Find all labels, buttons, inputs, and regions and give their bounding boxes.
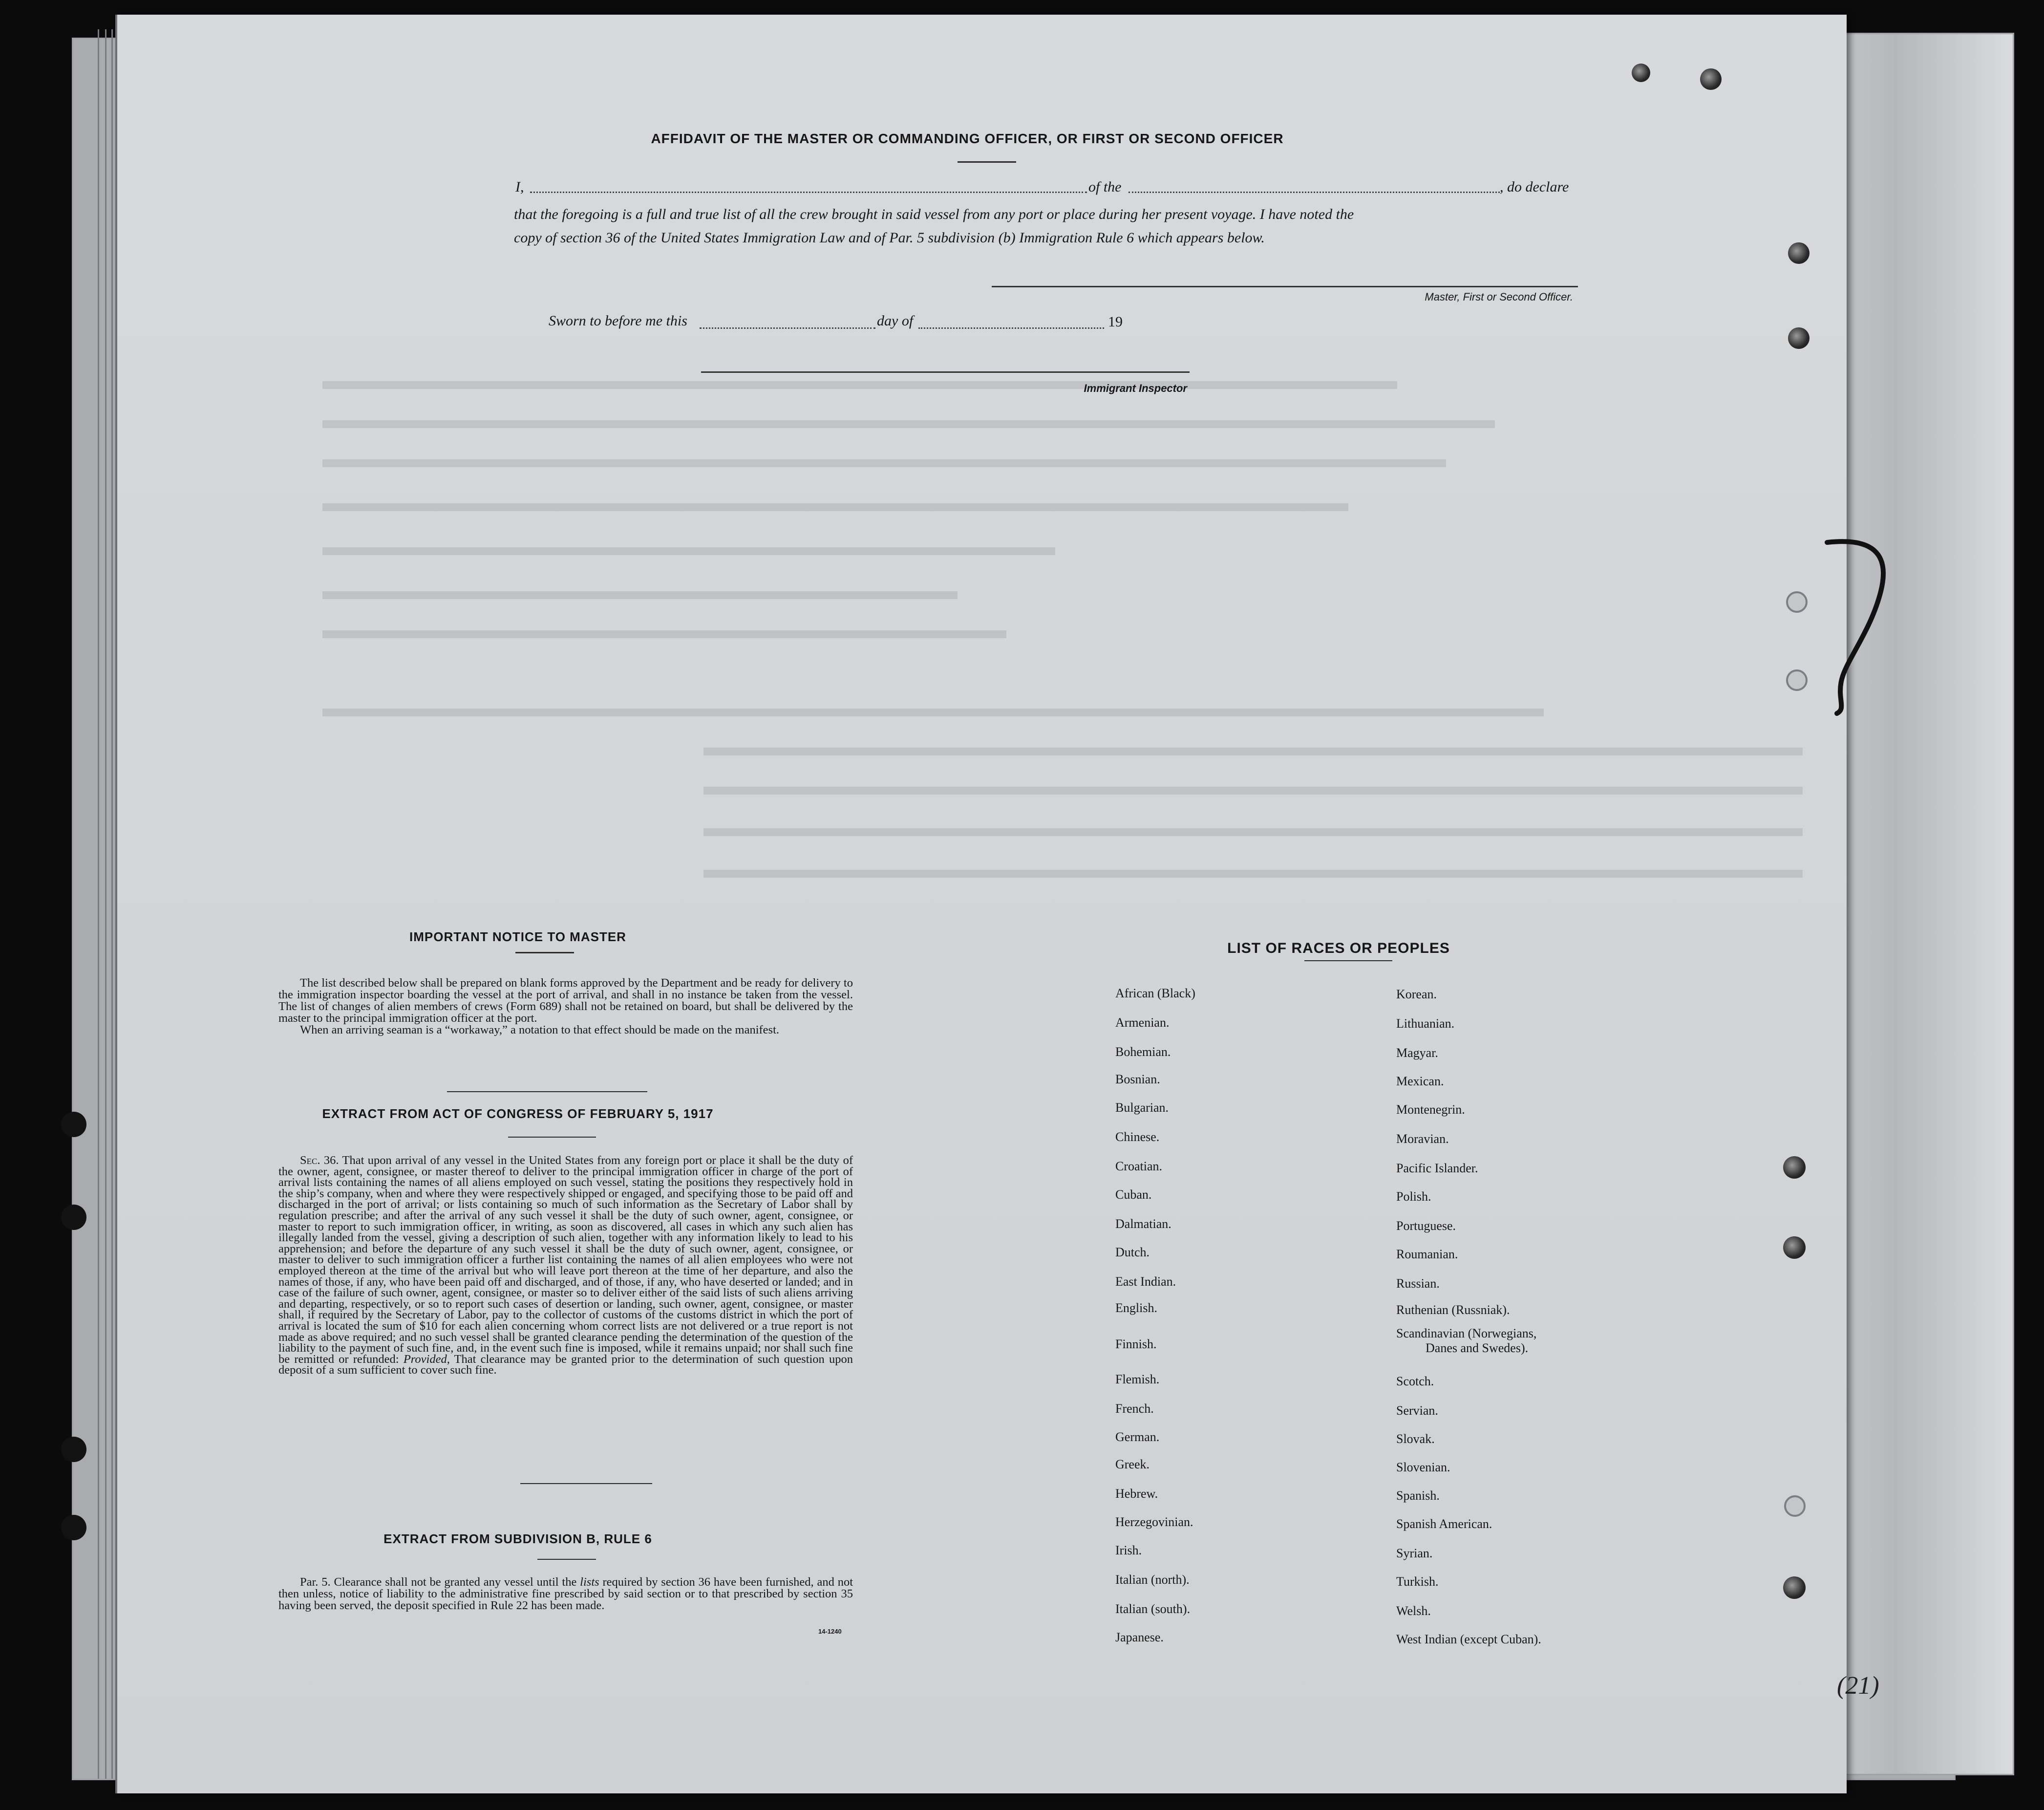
affidavit-title: AFFIDAVIT OF THE MASTER OR COMMANDING OFFICER, OR FIRST OR SECOND OFFICER [651, 131, 1284, 146]
race-item: Russian. [1396, 1276, 1440, 1291]
affidavit-page [117, 15, 1879, 1793]
section-36-text: That upon arrival of any vessel in the United States from any foreign port or place it shall be the duty of the owner, agent, consignee, or master thereof to deliver to the principal immigration officer in charge of the port of arrival lists containing the names of all aliens employed on such vessel, stating the positions they respectively hold in the ship’s company, when and where they were respectively shipped or engaged, and specifying those to be paid off and discharged in the port of arrival; or lists containing so much of such information as the Secretary of Labor shall by regulation prescribe; and after the arrival of any such vessel it shall be the duty of such owner, agent, consignee, or master to report to such immigration officer, in writing, as soon as discovered, all cases in which any such alien has illegally landed from the vessel, giving a description of such alien, together with any information likely to lead to his apprehension; and before the departure of any such vessel it shall be the duty of such owner, agent, consignee, or master to deliver to such immigration officer a further list containing the names of all alien employees who were not employed thereon at the time of the arrival but who will leave port thereon at the time of her departure, and also the names of those, if any, who have been paid off and discharged, and of those, if any, who have deserted or landed; and in case of the failure of such owner, agent, consignee, or master so to deliver either of the said lists of such aliens arriving and departing, respectively, or so to report such cases of desertion or landing, such owner, agent, consignee, or master shall, if required by the Secretary of Labor, pay to the collector of customs of the customs district in which the port of arrival is located the sum of $10 for each alien concerning whom correct lists are not delivered or a true report is not made as above required; and no such vessel shall be granted clearance pending the determination of the question of the liability to the payment of such fine, and, in the event such fine is imposed, while it remains unpaid; nor shall such fine be remitted or refunded: [278, 1154, 853, 1366]
race-item: Dutch. [1115, 1245, 1150, 1259]
affidavit-of-the-label: of the [1088, 179, 1122, 195]
rule-text-a: Par. 5. Clearance shall not be granted any vessel until the [300, 1575, 577, 1589]
race-item: Armenian. [1115, 1015, 1170, 1030]
extract-act-title: EXTRACT FROM ACT OF CONGRESS OF FEBRUARY 5, 1917 [322, 1106, 714, 1121]
race-item: Portuguese. [1396, 1219, 1456, 1233]
race-item: Roumanian. [1396, 1247, 1458, 1261]
race-item: African (Black) [1115, 986, 1195, 1000]
inspector-caption: Immigrant Inspector [1084, 382, 1187, 394]
binding-edge-line [105, 29, 106, 1779]
punch-hole [1784, 1495, 1806, 1517]
bleed-through-row [322, 503, 1348, 511]
race-item: Turkish. [1396, 1574, 1439, 1589]
section-36-paragraph [278, 1155, 853, 1376]
race-item: Croatian. [1115, 1159, 1163, 1173]
race-item: Bosnian. [1115, 1072, 1160, 1086]
race-item: Bohemian. [1115, 1045, 1171, 1059]
master-name-blank[interactable] [530, 192, 1087, 193]
notice-paragraph-1: The list described below shall be prepared on blank forms approved by the Department and be ready for delivery to the immigration inspector boarding the vessel at the port of arrival, and shall in no instance be taken from the vessel. The list of changes of alien members of crews (Form 689) shall not be retained on board, but shall be delivered by the master to the principal immigration officer at the port. [278, 976, 853, 1025]
race-item: Ruthenian (Russniak). [1396, 1303, 1510, 1317]
rule-paragraph [278, 1576, 853, 1612]
race-item: Herzegovinian. [1115, 1515, 1193, 1529]
binder-hole [61, 1515, 86, 1540]
section-36-label: Sec. 36. [300, 1154, 339, 1167]
race-item: Finnish. [1115, 1337, 1157, 1351]
rule-text-b: required by section 36 have been furnished, and not then unless, notice of liability to the administrative fine prescribed by said section or to that prescribed by section 35 having been served, the deposit specified in Rule 22 has been made. [278, 1575, 853, 1612]
extract-rule-body [278, 1576, 853, 1612]
title-underline [958, 161, 1016, 163]
extract-rule-title: EXTRACT FROM SUBDIVISION B, RULE 6 [383, 1531, 652, 1546]
binder-hole [61, 1437, 86, 1462]
race-item: Polish. [1396, 1189, 1431, 1204]
binder-hole [61, 1112, 86, 1137]
race-item: East Indian. [1115, 1274, 1176, 1289]
notice-paragraph-2: When an arriving seaman is a “workaway,” a notation to that effect should be made on the manifest. [300, 1023, 780, 1036]
race-item: Flemish. [1115, 1372, 1160, 1386]
vessel-name-blank[interactable] [1128, 192, 1500, 193]
affidavit-i-label: I, [515, 179, 524, 195]
bleed-through-row [322, 591, 958, 599]
race-item: German. [1115, 1430, 1160, 1444]
race-item: Welsh. [1396, 1604, 1431, 1618]
race-item: Spanish American. [1396, 1517, 1492, 1531]
race-item: Hebrew. [1115, 1487, 1158, 1501]
bleed-through-row [322, 420, 1495, 428]
bleed-through-row [322, 547, 1055, 555]
race-item: Danes and Swedes). [1426, 1341, 1529, 1355]
bleed-through-row [703, 787, 1803, 795]
extract-act-body [278, 1155, 853, 1376]
affidavit-line-2: that the foregoing is a full and true list of all the crew brought in said vessel from any port or place during her present voyage. I have noted the [514, 206, 1354, 222]
race-item: Magyar. [1396, 1046, 1438, 1060]
bleed-through-row [322, 709, 1544, 716]
race-item: Korean. [1396, 987, 1437, 1001]
binding-edge-line [98, 29, 99, 1779]
margin-page-note: (21) [1837, 1672, 1879, 1700]
ink-loop-mark [1817, 533, 1895, 718]
race-item: English. [1115, 1301, 1157, 1315]
sworn-day-of-label: day of [877, 313, 914, 329]
rivet [1632, 64, 1650, 82]
bleed-through-row [322, 630, 1006, 638]
race-item: West Indian (except Cuban). [1396, 1632, 1541, 1646]
provided-word: Provided, [403, 1352, 450, 1366]
race-item: Dalmatian. [1115, 1217, 1171, 1231]
rivet [1788, 327, 1810, 349]
race-item: Servian. [1396, 1403, 1438, 1418]
race-item: Irish. [1115, 1543, 1142, 1557]
section-divider [447, 1091, 647, 1092]
notice-title-underline [515, 952, 574, 953]
race-item: Mexican. [1396, 1074, 1444, 1088]
race-item: Pacific Islander. [1396, 1161, 1478, 1175]
extract-act-underline [508, 1137, 596, 1138]
rivet [1788, 242, 1810, 264]
bleed-through-row [703, 748, 1803, 755]
race-item: Chinese. [1115, 1130, 1160, 1144]
race-item: Slovak. [1396, 1432, 1435, 1446]
sworn-month-blank[interactable] [918, 327, 1104, 329]
underlying-manifest-edge [1817, 34, 2013, 1774]
affidavit-line-3: copy of section 36 of the United States Immigration Law and of Par. 5 subdivision (b) Immigration Rule 6 which appears below. [514, 230, 1265, 246]
binder-hole [61, 1205, 86, 1230]
master-signature-caption: Master, First or Second Officer. [1425, 291, 1573, 303]
master-signature-line[interactable] [992, 286, 1578, 287]
sworn-year-label: 19 [1108, 314, 1123, 330]
race-item: Syrian. [1396, 1546, 1433, 1560]
rivet [1783, 1156, 1806, 1179]
punch-hole [1786, 591, 1808, 613]
bleed-through-row [322, 459, 1446, 467]
race-item: Scandinavian (Norwegians, [1396, 1326, 1537, 1340]
race-item: French. [1115, 1401, 1154, 1416]
races-title-underline [1304, 960, 1392, 961]
lists-word: lists [580, 1575, 599, 1589]
race-item: Spanish. [1396, 1488, 1440, 1503]
races-title: LIST OF RACES OR PEOPLES [1227, 940, 1450, 956]
sworn-label: Sworn to before me this [549, 313, 687, 329]
notice-title: IMPORTANT NOTICE TO MASTER [409, 929, 626, 944]
race-item: Montenegrin. [1396, 1102, 1465, 1117]
race-item: Slovenian. [1396, 1460, 1450, 1474]
rivet [1783, 1576, 1806, 1599]
race-item: Italian (north). [1115, 1573, 1190, 1587]
rivet [1700, 68, 1722, 90]
inspector-signature-line[interactable] [701, 371, 1190, 373]
race-item: Cuban. [1115, 1187, 1152, 1202]
race-item: Moravian. [1396, 1132, 1449, 1146]
bleed-through-row [703, 828, 1803, 836]
bleed-through-row [703, 870, 1803, 878]
extract-rule-underline [537, 1559, 596, 1560]
race-item: Scotch. [1396, 1374, 1434, 1388]
form-number: 14-1240 [818, 1628, 842, 1635]
punch-hole [1786, 669, 1808, 691]
binding-edge-line [111, 29, 113, 1779]
notice-body [278, 977, 853, 1036]
affidavit-declare-label: , do declare [1500, 179, 1569, 195]
section-divider [520, 1483, 652, 1484]
sworn-day-blank[interactable] [700, 327, 875, 329]
rivet [1783, 1236, 1806, 1259]
race-item: Lithuanian. [1396, 1016, 1455, 1031]
race-item: Greek. [1115, 1457, 1150, 1471]
section-36-tail: That clearance may be granted prior to the determination of such question upon deposit of a sum sufficient to cover such fine. [278, 1352, 853, 1377]
race-item: Japanese. [1115, 1630, 1164, 1644]
race-item: Italian (south). [1115, 1602, 1191, 1616]
race-item: Bulgarian. [1115, 1100, 1169, 1115]
bleed-through-row [322, 381, 1397, 389]
